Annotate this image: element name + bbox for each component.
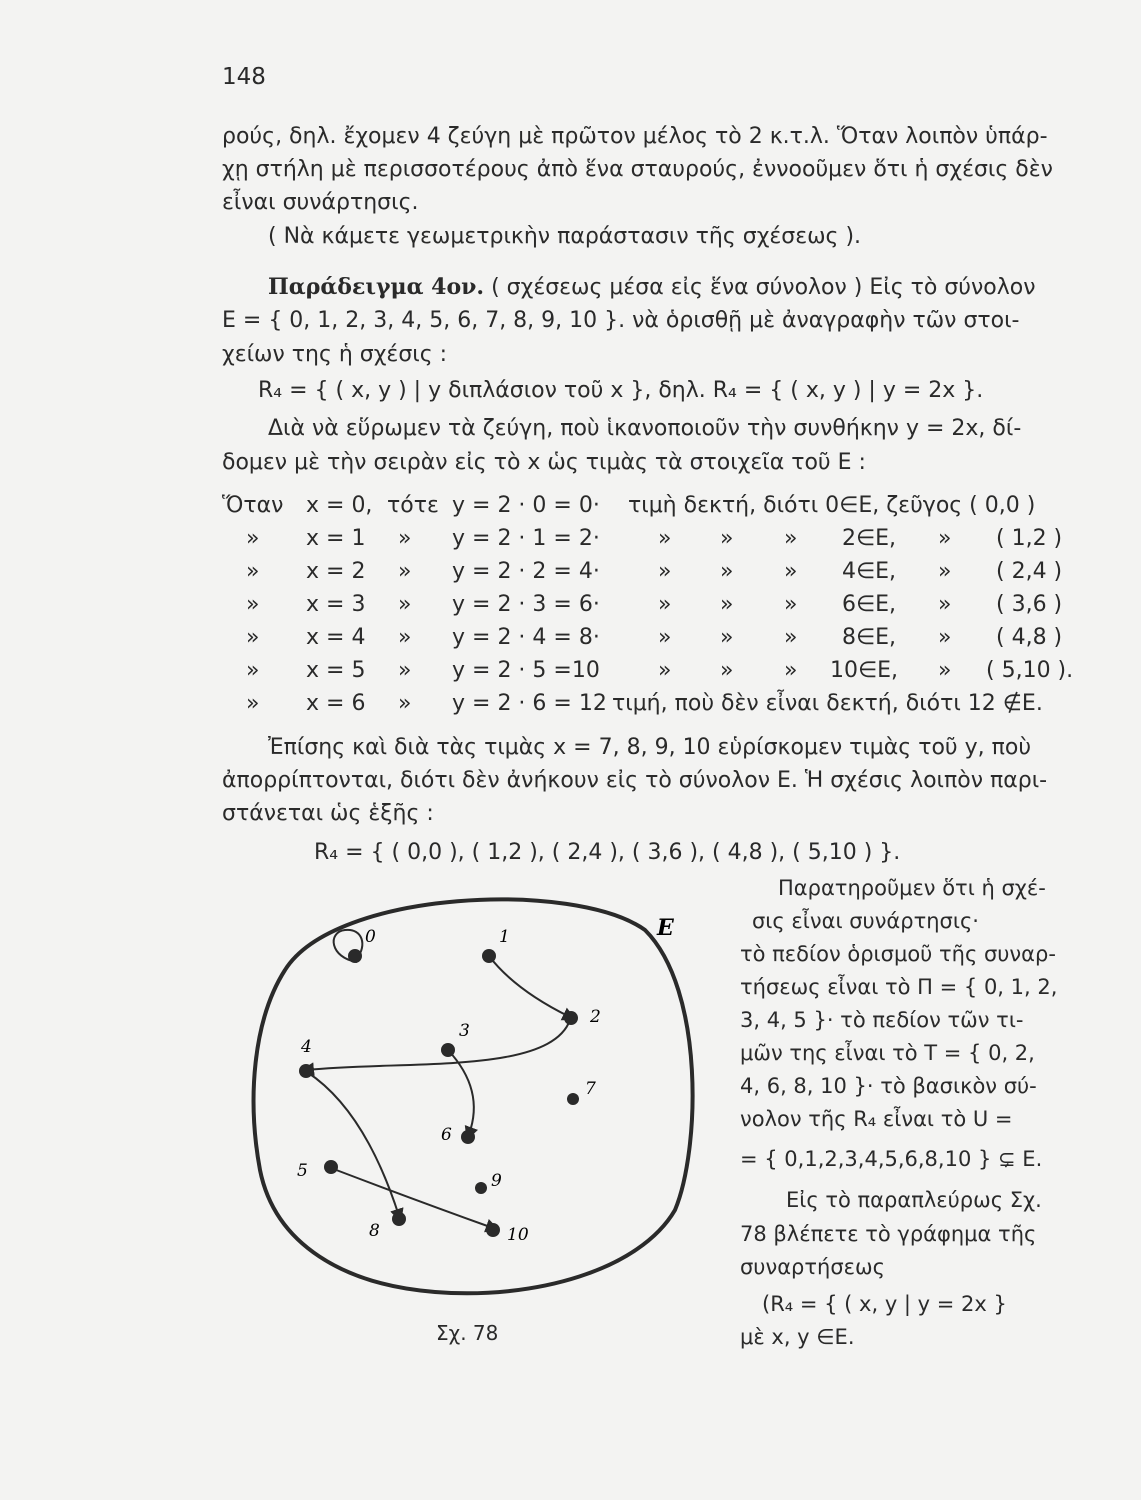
intro-line-3: εἶναι συνάρτησις. xyxy=(222,190,419,215)
after-line-3: στάνεται ὡς ἑξῆς : xyxy=(222,801,434,826)
ditto-mark: » xyxy=(720,559,734,584)
edge-1-2 xyxy=(489,956,570,1017)
side-line: (R₄ = { ( x, y | y = 2x } xyxy=(762,1292,1007,1316)
ditto-mark: » xyxy=(246,658,260,683)
table-x: x = 4 xyxy=(306,625,366,650)
node-7 xyxy=(567,1079,596,1105)
table-y: y = 2 · 0 = 0· xyxy=(452,493,600,518)
table-then: τότε xyxy=(387,493,439,518)
ditto-mark: » xyxy=(246,592,260,617)
edge-5-10 xyxy=(331,1168,493,1228)
side-line: = { 0,1,2,3,4,5,6,8,10 } ⊊ E. xyxy=(740,1147,1043,1171)
side-line: Παρατηροῦμεν ὅτι ἡ σχέ- xyxy=(778,876,1046,900)
ditto-mark: » xyxy=(938,592,952,617)
node-8 xyxy=(369,1212,406,1241)
result-relation: R₄ = { ( 0,0 ), ( 1,2 ), ( 2,4 ), ( 3,6 ), ( 4,8 ), ( 5,10 ) }. xyxy=(314,840,901,865)
table-y: y = 2 · 6 = 12 xyxy=(452,691,607,716)
after-line-2: ἀπορρίπτονται, διότι δὲν ἀνήκουν εἰς τὸ σύνολον E. Ἡ σχέσις λοιπὸν παρι- xyxy=(222,768,1048,793)
table-pair: ( 2,4 ) xyxy=(996,559,1063,584)
node-label: 7 xyxy=(585,1079,596,1099)
node-1 xyxy=(482,927,510,963)
side-line: τὸ πεδίον ὁρισμοῦ τῆς συναρ- xyxy=(740,942,1056,966)
table-elem: 6∈E, xyxy=(842,592,897,617)
example-heading: Παράδειγμα 4ον. xyxy=(268,274,485,300)
after-line-1: Ἐπίσης καὶ διὰ τὰς τιμὰς x = 7, 8, 9, 10 εὑρίσκομεν τιμὰς τοῦ y, ποὺ xyxy=(268,735,1032,760)
table-pair: ( 1,2 ) xyxy=(996,526,1063,551)
ditto-mark: » xyxy=(720,592,734,617)
table-y: y = 2 · 3 = 6· xyxy=(452,592,600,617)
example-line-3: χείων της ἡ σχέσις : xyxy=(222,342,448,367)
table-elem: 8∈E, xyxy=(842,625,897,650)
ditto-mark: » xyxy=(398,526,412,551)
ditto-mark: » xyxy=(398,691,412,716)
figure-caption: Σχ. 78 xyxy=(436,1321,499,1345)
table-pair: ( 5,10 ). xyxy=(986,658,1074,683)
intro-line-2: χῃ στήλη μὲ περισσοτέρους ἀπὸ ἕνα σταυρούς, ἐννοοῦμεν ὅτι ἡ σχέσις δὲν xyxy=(222,157,1053,182)
ditto-mark: » xyxy=(246,625,260,650)
paragraph-line-2: δομεν μὲ τὴν σειρὰν εἰς τὸ x ὡς τιμὰς τὰ στοιχεῖα τοῦ E : xyxy=(222,450,866,475)
side-line: 4, 6, 8, 10 }· τὸ βασικὸν σύ- xyxy=(740,1074,1037,1098)
ditto-mark: » xyxy=(720,625,734,650)
side-line: συναρτήσεως xyxy=(740,1255,885,1279)
table-x: x = 1 xyxy=(306,526,366,551)
node-5 xyxy=(297,1160,338,1181)
side-line: νολον τῆς R₄ εἶναι τὸ U = xyxy=(740,1107,1013,1131)
ditto-mark: » xyxy=(784,592,798,617)
table-x: x = 2 xyxy=(306,559,366,584)
page-number: 148 xyxy=(222,64,266,90)
table-y: y = 2 · 1 = 2· xyxy=(452,526,600,551)
ditto-mark: » xyxy=(938,625,952,650)
ditto-mark: » xyxy=(784,658,798,683)
node-label: 5 xyxy=(297,1161,308,1181)
node-4 xyxy=(299,1037,313,1078)
side-line: τήσεως εἶναι τὸ Π = { 0, 1, 2, xyxy=(740,975,1058,999)
table-pair: ( 3,6 ) xyxy=(996,592,1063,617)
ditto-mark: » xyxy=(784,559,798,584)
ditto-mark: » xyxy=(938,658,952,683)
table-pair: ( 4,8 ) xyxy=(996,625,1063,650)
table-y: y = 2 · 2 = 4· xyxy=(452,559,600,584)
node-label: 1 xyxy=(499,927,510,947)
node-label: 4 xyxy=(301,1037,312,1057)
table-elem: 2∈E, xyxy=(842,526,897,551)
ditto-mark: » xyxy=(658,658,672,683)
side-line: Εἰς τὸ παραπλεύρως Σχ. xyxy=(786,1188,1042,1212)
ditto-mark: » xyxy=(784,526,798,551)
ditto-mark: » xyxy=(720,526,734,551)
table-y: y = 2 · 5 =10 xyxy=(452,658,600,683)
table-x: x = 3 xyxy=(306,592,366,617)
table-rest: τιμὴ δεκτή, διότι 0∈E, ζεῦγος ( 0,0 ) xyxy=(628,493,1036,518)
node-label: 3 xyxy=(459,1021,470,1041)
example-heading-line xyxy=(268,272,1036,303)
ditto-mark: » xyxy=(658,592,672,617)
side-line: σις εἶναι συνάρτησις· xyxy=(752,909,979,933)
side-line: 78 βλέπετε τὸ γράφημα τῆς xyxy=(740,1222,1037,1246)
edge-2-4 xyxy=(307,1020,570,1070)
table-x: x = 5 xyxy=(306,658,366,683)
relation-definition: R₄ = { ( x, y ) | y διπλάσιον τοῦ x }, δηλ. R₄ = { ( x, y ) | y = 2x }. xyxy=(258,378,984,403)
ditto-mark: » xyxy=(246,691,260,716)
ditto-mark: » xyxy=(720,658,734,683)
side-line: 3, 4, 5 }· τὸ πεδίον τῶν τι- xyxy=(740,1008,1024,1032)
node-label: 6 xyxy=(441,1125,452,1145)
table-x: x = 6 xyxy=(306,691,366,716)
table-elem: 4∈E, xyxy=(842,559,897,584)
ditto-mark: » xyxy=(398,559,412,584)
side-line: μῶν της εἶναι τὸ T = { 0, 2, xyxy=(740,1041,1035,1065)
ditto-mark: » xyxy=(398,625,412,650)
ditto-mark: » xyxy=(398,592,412,617)
intro-line-1: ρούς, δηλ. ἔχομεν 4 ζεύγη μὲ πρῶτον μέλος τὸ 2 κ.τ.λ. Ὅταν λοιπὸν ὑπάρ- xyxy=(222,124,1048,149)
node-2 xyxy=(564,1007,601,1027)
ditto-mark: » xyxy=(246,559,260,584)
ditto-mark: » xyxy=(938,559,952,584)
example-heading-rest: ( σχέσεως μέσα εἰς ἕνα σύνολον ) Εἰς τὸ σύνολον xyxy=(491,275,1036,300)
paragraph-line-1: Διὰ νὰ εὕρωμεν τὰ ζεύγη, ποὺ ἱκανοποιοῦν τὴν συνθήκην y = 2x, δί- xyxy=(268,416,1022,441)
node-9 xyxy=(475,1171,502,1194)
ditto-mark: » xyxy=(398,658,412,683)
set-label: E xyxy=(657,915,674,941)
intro-line-4: ( Νὰ κάμετε γεωμετρικὴν παράστασιν τῆς σχέσεως ). xyxy=(268,224,862,249)
node-10 xyxy=(486,1223,529,1245)
ditto-mark: » xyxy=(938,526,952,551)
table-y: y = 2 · 4 = 8· xyxy=(452,625,600,650)
ditto-mark: » xyxy=(658,625,672,650)
node-label: 8 xyxy=(369,1221,380,1241)
node-3 xyxy=(441,1021,470,1057)
node-label: 9 xyxy=(491,1171,502,1191)
relation-diagram xyxy=(245,880,715,1360)
table-x: x = 0, xyxy=(306,493,373,518)
node-label: 2 xyxy=(590,1007,601,1027)
table-elem: 10∈E, xyxy=(830,658,899,683)
node-label: 0 xyxy=(365,927,376,947)
table-rest: τιμή, ποὺ δὲν εἶναι δεκτή, διότι 12 ∉E. xyxy=(612,691,1043,716)
side-line: μὲ x, y ∈E. xyxy=(740,1325,855,1349)
table-when: Ὅταν xyxy=(222,493,284,518)
node-label: 10 xyxy=(507,1225,529,1245)
example-line-2: E = { 0, 1, 2, 3, 4, 5, 6, 7, 8, 9, 10 }. νὰ ὁρισθῇ μὲ ἀναγραφὴν τῶν στοι- xyxy=(222,308,1020,333)
ditto-mark: » xyxy=(658,559,672,584)
ditto-mark: » xyxy=(658,526,672,551)
edge-4-8 xyxy=(307,1072,399,1216)
ditto-mark: » xyxy=(784,625,798,650)
ditto-mark: » xyxy=(246,526,260,551)
